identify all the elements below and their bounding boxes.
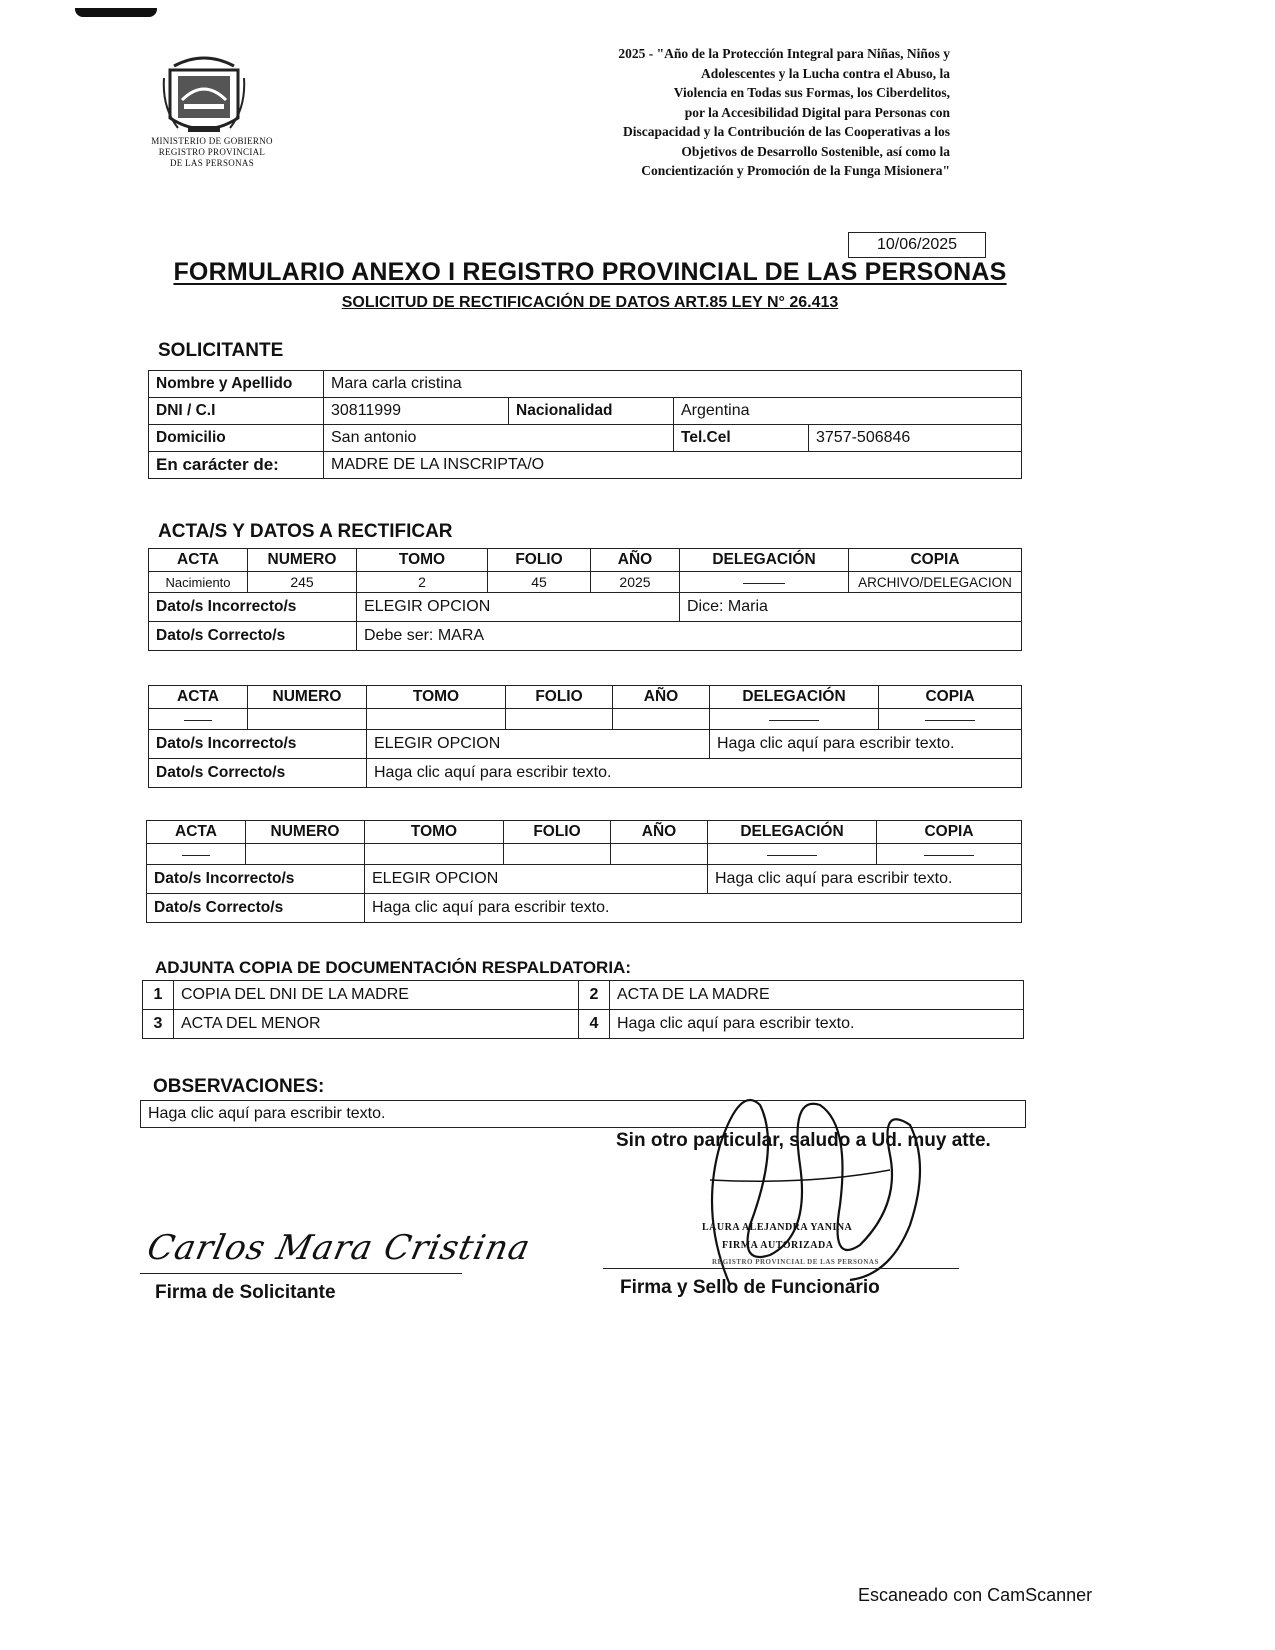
delegacion-field[interactable] <box>710 709 879 730</box>
signature-line-solicitante <box>140 1273 462 1274</box>
form-title: FORMULARIO ANEXO I REGISTRO PROVINCIAL DE LAS PERSONAS <box>173 258 1007 286</box>
doc-item-number: 3 <box>143 1010 174 1039</box>
copia-field[interactable]: ARCHIVO/DELEGACION <box>849 572 1022 593</box>
correct-label: Dato/s Correcto/s <box>147 894 365 923</box>
section-documentacion-title: ADJUNTA COPIA DE DOCUMENTACIÓN RESPALDATORIA: <box>155 958 631 977</box>
doc-item-number: 4 <box>579 1010 610 1039</box>
year-motto: 2025 - "Año de la Protección Integral para Niñas, Niños y Adolescentes y la Lucha contra el Abuso, la Violencia en Todas sus Formas, los Ciberdelitos, por la Accesibilidad Digital para Personas con Discapacidad y la Contribución de las Cooperativas a los Objetivos de Desarrollo Sostenible, así como la Concientización y Promoción de la Funga Misionera" <box>618 46 950 178</box>
elegir-opcion-select[interactable]: ELEGIR OPCION <box>365 865 708 894</box>
numero-field[interactable] <box>248 709 367 730</box>
caracter-field[interactable]: MADRE DE LA INSCRIPTA/O <box>324 452 1022 479</box>
debe-ser-field[interactable]: Debe ser: MARA <box>357 622 1022 651</box>
solicitante-signature: Carlos Mara Cristina <box>143 1228 535 1268</box>
header-folio: FOLIO <box>506 686 613 709</box>
debe-ser-field[interactable]: Haga clic aquí para escribir texto. <box>367 759 1022 788</box>
acta-block-2 <box>148 685 1022 788</box>
ministry-name: MINISTERIO DE GOBIERNO REGISTRO PROVINCIAL DE LAS PERSONAS <box>151 136 273 168</box>
doc-item-field[interactable]: Haga clic aquí para escribir texto. <box>610 1010 1024 1039</box>
header-acta: ACTA <box>149 686 248 709</box>
header-numero: NUMERO <box>248 549 357 572</box>
acta-type-field[interactable]: Nacimiento <box>149 572 248 593</box>
stamp-line-2: FIRMA AUTORIZADA <box>722 1240 834 1251</box>
doc-item-number: 1 <box>143 981 174 1010</box>
doc-item-field[interactable]: COPIA DEL DNI DE LA MADRE <box>174 981 579 1010</box>
copia-field[interactable] <box>879 709 1022 730</box>
documentacion-table <box>142 980 1024 1039</box>
header-acta: ACTA <box>149 549 248 572</box>
doc-item-field[interactable]: ACTA DE LA MADRE <box>610 981 1024 1010</box>
numero-field[interactable]: 245 <box>248 572 357 593</box>
domicilio-label: Domicilio <box>149 425 324 452</box>
scan-artifact <box>75 8 157 17</box>
incorrect-label: Dato/s Incorrecto/s <box>147 865 365 894</box>
empty-dash <box>924 855 974 856</box>
numero-field[interactable] <box>246 844 365 865</box>
header-folio: FOLIO <box>504 821 611 844</box>
empty-dash <box>182 855 210 856</box>
acta-block-1 <box>148 548 1022 651</box>
acta-block-3 <box>146 820 1022 923</box>
incorrect-label: Dato/s Incorrecto/s <box>149 593 357 622</box>
folio-field[interactable] <box>506 709 613 730</box>
date-field[interactable]: 10/06/2025 <box>848 232 986 258</box>
acta-type-field[interactable] <box>149 709 248 730</box>
header-numero: NUMERO <box>248 686 367 709</box>
closing-text: Sin otro particular, saludo a Ud. muy atte. <box>616 1130 991 1151</box>
form-subtitle: SOLICITUD DE RECTIFICACIÓN DE DATOS ART.85 LEY N° 26.413 <box>341 294 839 311</box>
empty-dash <box>769 720 819 721</box>
header-delegacion: DELEGACIÓN <box>680 549 849 572</box>
caracter-label: En carácter de: <box>149 452 324 479</box>
header-anio: AÑO <box>591 549 680 572</box>
anio-field[interactable]: 2025 <box>591 572 680 593</box>
anio-field[interactable] <box>611 844 708 865</box>
section-observaciones-title: OBSERVACIONES: <box>153 1076 325 1097</box>
correct-label: Dato/s Correcto/s <box>149 759 367 788</box>
folio-field[interactable]: 45 <box>488 572 591 593</box>
firma-solicitante-label: Firma de Solicitante <box>155 1282 336 1303</box>
section-actas-title: ACTA/S Y DATOS A RECTIFICAR <box>158 521 453 542</box>
section-solicitante-title: SOLICITANTE <box>158 340 284 361</box>
header-copia: COPIA <box>849 549 1022 572</box>
dice-field[interactable]: Haga clic aquí para escribir texto. <box>710 730 1022 759</box>
dice-field[interactable]: Haga clic aquí para escribir texto. <box>708 865 1022 894</box>
correct-label: Dato/s Correcto/s <box>149 622 357 651</box>
firma-funcionario-label: Firma y Sello de Funcionario <box>620 1277 880 1298</box>
dni-label: DNI / C.I <box>149 398 324 425</box>
tomo-field[interactable] <box>365 844 504 865</box>
stamp-line-3: REGISTRO PROVINCIAL DE LAS PERSONAS <box>712 1258 879 1266</box>
debe-ser-field[interactable]: Haga clic aquí para escribir texto. <box>365 894 1022 923</box>
incorrect-label: Dato/s Incorrecto/s <box>149 730 367 759</box>
header-anio: AÑO <box>613 686 710 709</box>
nombre-field[interactable]: Mara carla cristina <box>324 371 1022 398</box>
delegacion-field[interactable]: ——— <box>680 572 849 593</box>
header-delegacion: DELEGACIÓN <box>708 821 877 844</box>
anio-field[interactable] <box>613 709 710 730</box>
empty-dash <box>925 720 975 721</box>
camscanner-watermark: Escaneado con CamScanner <box>858 1585 1093 1605</box>
tel-field[interactable]: 3757-506846 <box>809 425 1022 452</box>
header-folio: FOLIO <box>488 549 591 572</box>
solicitante-table <box>148 370 1022 479</box>
dni-field[interactable]: 30811999 <box>324 398 509 425</box>
signature-line-funcionario <box>603 1268 959 1269</box>
stamp-line-1: LAURA ALEJANDRA YANINA <box>702 1222 853 1233</box>
acta-type-field[interactable] <box>147 844 246 865</box>
nacionalidad-field[interactable]: Argentina <box>674 398 1022 425</box>
elegir-opcion-select[interactable]: ELEGIR OPCION <box>357 593 680 622</box>
empty-dash <box>767 855 817 856</box>
header-tomo: TOMO <box>367 686 506 709</box>
provincial-seal-logo <box>160 48 248 140</box>
header-delegacion: DELEGACIÓN <box>710 686 879 709</box>
header-acta: ACTA <box>147 821 246 844</box>
tomo-field[interactable] <box>367 709 506 730</box>
header-tomo: TOMO <box>365 821 504 844</box>
domicilio-field[interactable]: San antonio <box>324 425 674 452</box>
header-anio: AÑO <box>611 821 708 844</box>
header-copia: COPIA <box>879 686 1022 709</box>
copia-field[interactable] <box>877 844 1022 865</box>
tomo-field[interactable]: 2 <box>357 572 488 593</box>
tel-label: Tel.Cel <box>674 425 809 452</box>
delegacion-field[interactable] <box>708 844 877 865</box>
dice-field[interactable]: Dice: Maria <box>680 593 1022 622</box>
folio-field[interactable] <box>504 844 611 865</box>
header-tomo: TOMO <box>357 549 488 572</box>
nombre-label: Nombre y Apellido <box>149 371 324 398</box>
header-copia: COPIA <box>877 821 1022 844</box>
elegir-opcion-select[interactable]: ELEGIR OPCION <box>367 730 710 759</box>
doc-item-field[interactable]: ACTA DEL MENOR <box>174 1010 579 1039</box>
header-numero: NUMERO <box>246 821 365 844</box>
doc-item-number: 2 <box>579 981 610 1010</box>
nacionalidad-label: Nacionalidad <box>509 398 674 425</box>
empty-dash <box>184 720 212 721</box>
observaciones-field[interactable]: Haga clic aquí para escribir texto. <box>141 1101 1026 1128</box>
